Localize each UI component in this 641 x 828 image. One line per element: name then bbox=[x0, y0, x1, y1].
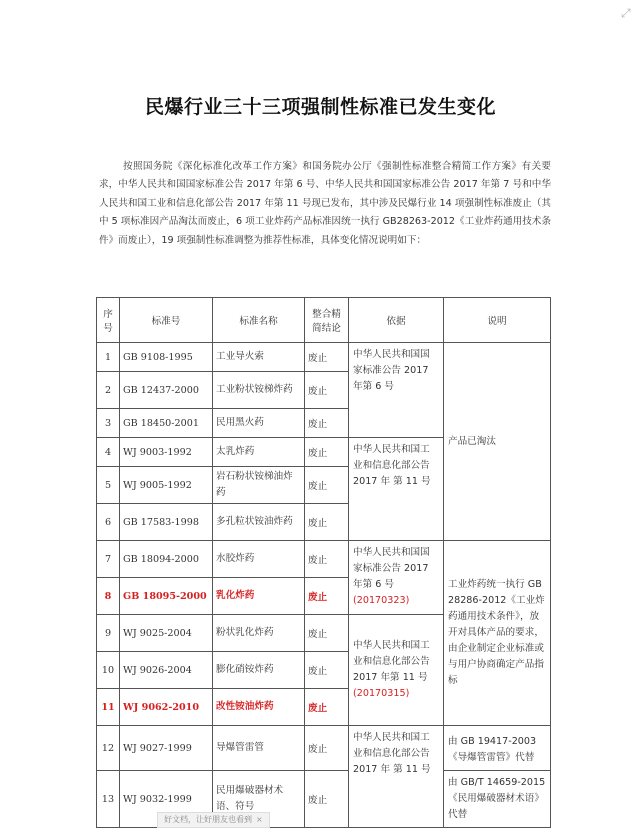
row-num: 3 bbox=[97, 409, 120, 438]
row-name: 民用爆破器材术语、符号 bbox=[213, 771, 305, 828]
basis-cell bbox=[349, 541, 444, 615]
row-code: WJ 9003-1992 bbox=[120, 438, 213, 467]
row-num: 6 bbox=[97, 504, 120, 541]
page-title: 民爆行业三十三项强制性标准已发生变化 bbox=[144, 96, 496, 118]
row-name: 民用黑火药 bbox=[213, 409, 305, 438]
row-num: 12 bbox=[97, 726, 120, 771]
row-code: WJ 9032-1999 bbox=[120, 771, 213, 828]
row-verdict: 废止 bbox=[305, 652, 349, 689]
note-text: 产品已淘汰 bbox=[448, 435, 496, 447]
basis-cell bbox=[349, 438, 444, 541]
row-verdict: 废止 bbox=[305, 343, 349, 372]
row-name: 工业粉状铵梯炸药 bbox=[213, 372, 305, 409]
row-name: 乳化炸药 bbox=[213, 578, 305, 615]
standards-table bbox=[96, 297, 551, 828]
row-num: 11 bbox=[97, 689, 120, 726]
row-num: 5 bbox=[97, 467, 120, 504]
expand-icon[interactable]: ⤢ bbox=[621, 6, 631, 20]
row-num: 8 bbox=[97, 578, 120, 615]
basis-text: 中华人民共和国国家标准公告 2017 年第 6 号 bbox=[353, 547, 430, 590]
note-text: 由 GB 19417-2003《导爆管雷管》代替 bbox=[448, 736, 537, 763]
row-verdict: 废止 bbox=[305, 409, 349, 438]
row-name: 多孔粒状铵油炸药 bbox=[213, 504, 305, 541]
basis-cell bbox=[349, 726, 444, 828]
note-text: 工业炸药统一执行 GB 28286-2012《工业炸药通用技术条件》，放开对具体产品的要求，由企业制定企业标准或与用户协商确定产品指标 bbox=[448, 579, 545, 686]
row-verdict: 废止 bbox=[305, 504, 349, 541]
table-row bbox=[97, 343, 551, 372]
row-verdict: 废止 bbox=[305, 541, 349, 578]
basis-text: 中华人民共和国工业和信息化部公告 2017 年 第 11 号 bbox=[353, 732, 431, 775]
row-verdict: 废止 bbox=[305, 615, 349, 652]
row-verdict: 废止 bbox=[305, 689, 349, 726]
note-cell bbox=[444, 343, 551, 541]
row-verdict: 废止 bbox=[305, 771, 349, 828]
row-num: 1 bbox=[97, 343, 120, 372]
header-basis: 依据 bbox=[349, 298, 444, 343]
table-row bbox=[97, 541, 551, 578]
note-text: 由 GB/T 14659-2015《民用爆破器材术语》代替 bbox=[448, 777, 546, 820]
row-num: 9 bbox=[97, 615, 120, 652]
basis-date: (20170315) bbox=[353, 688, 410, 699]
row-name: 水胶炸药 bbox=[213, 541, 305, 578]
row-code: GB 17583-1998 bbox=[120, 504, 213, 541]
row-verdict: 废止 bbox=[305, 467, 349, 504]
row-code: WJ 9026-2004 bbox=[120, 652, 213, 689]
table-row bbox=[97, 726, 551, 771]
row-name: 改性铵油炸药 bbox=[213, 689, 305, 726]
row-num: 13 bbox=[97, 771, 120, 828]
note-cell bbox=[444, 726, 551, 771]
row-name: 岩石粉状铵梯油炸药 bbox=[213, 467, 305, 504]
table-header-row bbox=[97, 298, 551, 343]
share-text: 好文档，让好朋友也看到 bbox=[164, 815, 252, 824]
note-cell bbox=[444, 541, 551, 726]
row-name: 导爆管雷管 bbox=[213, 726, 305, 771]
row-code: WJ 9062-2010 bbox=[120, 689, 213, 726]
row-name: 粉状乳化炸药 bbox=[213, 615, 305, 652]
row-verdict: 废止 bbox=[305, 726, 349, 771]
basis-date: (20170323) bbox=[353, 595, 410, 606]
close-icon[interactable]: × bbox=[256, 815, 263, 824]
header-verdict: 整合精简结论 bbox=[305, 298, 349, 343]
row-code: GB 9108-1995 bbox=[120, 343, 213, 372]
basis-cell bbox=[349, 615, 444, 726]
row-name: 工业导火索 bbox=[213, 343, 305, 372]
row-code: WJ 9005-1992 bbox=[120, 467, 213, 504]
note-cell bbox=[444, 771, 551, 828]
row-verdict: 废止 bbox=[305, 438, 349, 467]
row-num: 10 bbox=[97, 652, 120, 689]
basis-text: 中华人民共和国工业和信息化部公告 2017 年第 11 号 bbox=[353, 640, 430, 683]
basis-cell bbox=[349, 343, 444, 438]
intro-paragraph: 按照国务院《深化标准化改革工作方案》和国务院办公厅《强制性标准整合精简工作方案》有关要求，中华人民共和国国家标准公告 2017 年第 6 号、中华人民共和国国家标准公告 2017 年第 7 号和中华人民共和国工业和信息化部公告 2017 年第 11 号现已发布，其中涉及民爆行业 14 项强制性标准废止（其中 5 项标准因产品淘汰而废止，6 项工业炸药产品标准因统一执行 GB28263-2012《工业炸药通用技术条件》而废止），19 项强制性标准调整为推荐性标准，具体变化情况说明如下： bbox=[99, 161, 551, 246]
basis-text: 中华人民共和国国家标准公告 2017 年第 6 号 bbox=[353, 349, 430, 392]
row-code: WJ 9025-2004 bbox=[120, 615, 213, 652]
share-tag[interactable] bbox=[157, 812, 270, 828]
basis-text: 中华人民共和国工业和信息化部公告 2017 年 第 11 号 bbox=[353, 444, 431, 487]
row-code: GB 18094-2000 bbox=[120, 541, 213, 578]
row-code: GB 12437-2000 bbox=[120, 372, 213, 409]
row-num: 4 bbox=[97, 438, 120, 467]
header-note: 说明 bbox=[444, 298, 551, 343]
row-code: GB 18450-2001 bbox=[120, 409, 213, 438]
row-name: 太乳炸药 bbox=[213, 438, 305, 467]
header-name: 标准名称 bbox=[213, 298, 305, 343]
header-code: 标准号 bbox=[120, 298, 213, 343]
row-num: 7 bbox=[97, 541, 120, 578]
row-code: WJ 9027-1999 bbox=[120, 726, 213, 771]
row-verdict: 废止 bbox=[305, 372, 349, 409]
row-num: 2 bbox=[97, 372, 120, 409]
header-num: 序号 bbox=[97, 298, 120, 343]
row-name: 膨化硝铵炸药 bbox=[213, 652, 305, 689]
row-code: GB 18095-2000 bbox=[120, 578, 213, 615]
row-verdict: 废止 bbox=[305, 578, 349, 615]
